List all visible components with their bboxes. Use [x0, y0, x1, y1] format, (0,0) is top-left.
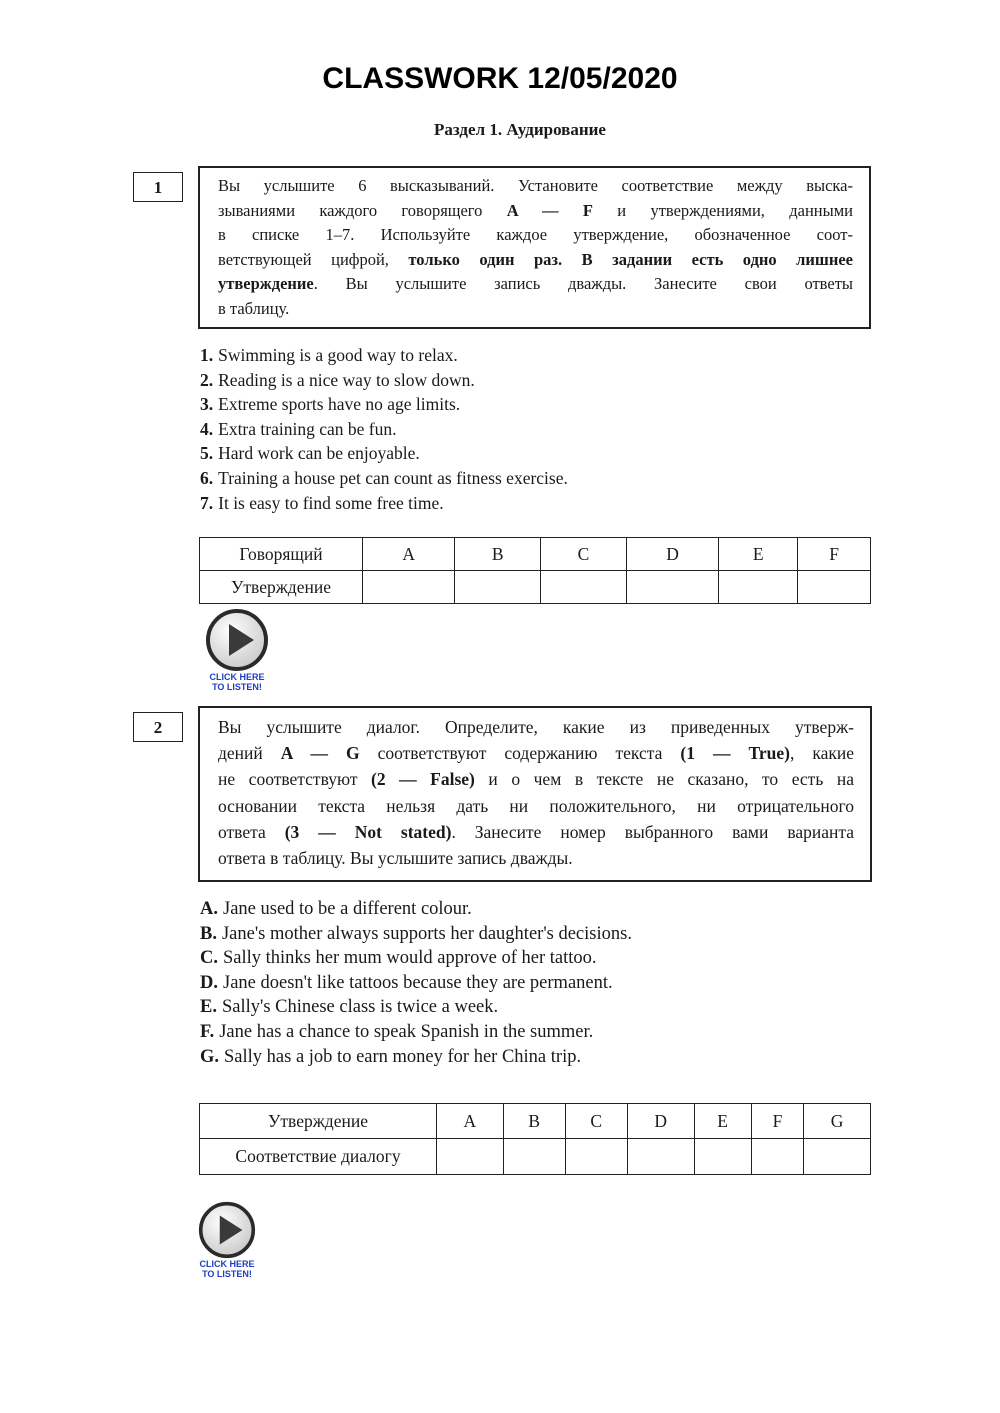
- table-header-row: [200, 1104, 871, 1139]
- text: зываниями каждого говорящего: [218, 200, 507, 220]
- task-number-1: 1: [133, 172, 183, 202]
- answer-cell[interactable]: [437, 1139, 504, 1175]
- item-text: Swimming is a good way to relax.: [218, 345, 458, 365]
- instruction-line: [218, 714, 854, 740]
- instruction-line: [218, 740, 854, 766]
- item-number: A.: [200, 899, 218, 919]
- table-header-row: [200, 538, 871, 571]
- answer-cell[interactable]: [627, 1139, 694, 1175]
- list-item: [200, 946, 632, 971]
- task-1-answer-table: [199, 537, 871, 604]
- item-text: Jane's mother always supports her daughter's decisions.: [221, 923, 632, 944]
- item-number: 2.: [200, 369, 214, 390]
- list-item: [200, 1020, 632, 1045]
- bold-text: A — G: [280, 743, 360, 764]
- text: ответа: [218, 821, 285, 842]
- task-2-instructions: [198, 706, 872, 882]
- text: ответа в таблицу. Вы услышите запись дважды.: [218, 848, 573, 869]
- listen-button-1[interactable]: [197, 608, 277, 692]
- list-item: [200, 417, 568, 442]
- text: и утверждениями, данными: [592, 200, 853, 220]
- page-title: CLASSWORK 12/05/2020: [322, 62, 678, 95]
- task-1-instructions: [198, 166, 871, 329]
- task-1-statements: [200, 343, 568, 515]
- item-number: 3.: [200, 394, 214, 415]
- item-number: 1.: [200, 345, 214, 365]
- text: соответствуют содержанию текста: [359, 743, 681, 764]
- item-text: Extreme sports have no age limits.: [218, 394, 461, 415]
- list-item: [200, 343, 568, 368]
- item-text: Jane used to be a different colour.: [223, 899, 472, 919]
- answer-cell[interactable]: [455, 571, 541, 604]
- text: в таблицу.: [218, 298, 290, 318]
- column-header: A: [363, 538, 455, 571]
- play-icon: [205, 608, 269, 672]
- item-number: 6.: [200, 467, 214, 488]
- row-header: Утверждение: [200, 1104, 437, 1139]
- answer-cell[interactable]: [719, 571, 798, 604]
- column-header: E: [719, 538, 798, 571]
- item-text: Training a house pet can count as fitness exercise.: [218, 467, 568, 488]
- text: в списке 1–7. Используйте каждое утверждение, обозначенное соот-: [218, 225, 853, 245]
- item-text: Jane has a chance to speak Spanish in the summer.: [219, 1021, 594, 1042]
- text: Вы услышите диалог. Определите, какие из приведенных утверж-: [218, 717, 854, 737]
- instruction-line: [218, 793, 854, 819]
- answer-cell[interactable]: [798, 571, 871, 604]
- section-heading: Раздел 1. Аудирование: [434, 120, 606, 139]
- column-header: C: [541, 538, 627, 571]
- column-header: C: [565, 1104, 627, 1139]
- listen-label: CLICK HERE TO LISTEN!: [209, 672, 265, 692]
- item-text: Sally has a job to earn money for her China trip.: [224, 1046, 582, 1067]
- column-header: B: [503, 1104, 565, 1139]
- item-number: 4.: [200, 418, 214, 439]
- item-number: D.: [200, 972, 218, 993]
- bold-text: (3 — Not stated): [284, 821, 452, 842]
- task-number-2: 2: [133, 712, 183, 742]
- column-header: E: [694, 1104, 751, 1139]
- list-item: [200, 995, 632, 1020]
- table-answer-row: [200, 1139, 871, 1175]
- column-header: F: [751, 1104, 804, 1139]
- instruction-line: [218, 272, 853, 297]
- instruction-line: [218, 819, 854, 845]
- column-header: F: [798, 538, 871, 571]
- table-answer-row: [200, 571, 871, 604]
- row-header: Соответствие диалогу: [200, 1139, 437, 1175]
- text: , какие: [789, 743, 854, 764]
- answer-cell[interactable]: [541, 571, 627, 604]
- row-header: Утверждение: [200, 571, 363, 604]
- answer-cell[interactable]: [804, 1139, 871, 1175]
- column-header: B: [455, 538, 541, 571]
- list-item: [200, 491, 568, 516]
- listen-button-2[interactable]: [187, 1201, 267, 1279]
- bold-text: (1 — True): [680, 743, 790, 764]
- item-text: It is easy to find some free time.: [218, 492, 444, 513]
- list-item: [200, 466, 568, 491]
- item-number: G.: [200, 1046, 220, 1067]
- answer-cell[interactable]: [503, 1139, 565, 1175]
- item-text: Reading is a nice way to slow down.: [218, 369, 475, 390]
- text: не соответствуют: [218, 769, 372, 790]
- instruction-line: [218, 223, 853, 248]
- row-header: Говорящий: [200, 538, 363, 571]
- item-number: F.: [200, 1021, 215, 1042]
- instruction-line: [218, 174, 853, 199]
- list-item: [200, 368, 568, 393]
- play-icon: [198, 1201, 256, 1259]
- listen-label: CLICK HERE TO LISTEN!: [199, 1259, 255, 1279]
- instruction-line: [218, 199, 853, 224]
- instruction-line: [218, 248, 853, 273]
- text: основании текста нельзя дать ни положительного, ни отрицательного: [218, 795, 854, 816]
- answer-cell[interactable]: [363, 571, 455, 604]
- list-item: [200, 392, 568, 417]
- text: дений: [218, 743, 281, 764]
- column-header: G: [804, 1104, 871, 1139]
- bold-text: только один раз. В задании есть одно лишнее: [408, 249, 854, 269]
- instruction-line: [218, 766, 854, 792]
- list-item: [200, 971, 632, 996]
- item-number: 7.: [200, 492, 214, 513]
- item-number: C.: [200, 948, 218, 969]
- text: ветствующей цифрой,: [218, 249, 409, 269]
- bold-text: A — F: [506, 200, 593, 220]
- item-text: Jane doesn't like tattoos because they are permanent.: [223, 972, 613, 993]
- item-text: Hard work can be enjoyable.: [218, 443, 420, 464]
- item-text: Sally thinks her mum would approve of her tattoo.: [223, 948, 597, 969]
- text: и о чем в тексте не сказано, то есть на: [474, 769, 854, 790]
- text: . Занесите номер выбранного вами варианта: [451, 821, 854, 842]
- instruction-line: [218, 297, 853, 322]
- answer-cell[interactable]: [751, 1139, 804, 1175]
- instruction-line: [218, 845, 854, 871]
- list-item: [200, 922, 632, 947]
- answer-cell[interactable]: [626, 571, 718, 604]
- item-text: Extra training can be fun.: [218, 418, 397, 439]
- task-2-statements: [200, 897, 632, 1069]
- list-item: [200, 897, 632, 922]
- column-header: D: [627, 1104, 694, 1139]
- item-text: Sally's Chinese class is twice a week.: [221, 997, 499, 1018]
- item-number: B.: [200, 923, 217, 944]
- answer-cell[interactable]: [565, 1139, 627, 1175]
- bold-text: (2 — False): [371, 769, 475, 790]
- answer-cell[interactable]: [694, 1139, 751, 1175]
- bold-text: утверждение: [218, 274, 314, 294]
- task-2-answer-table: [199, 1103, 871, 1175]
- text: Вы услышите 6 высказываний. Установите соответствие между выска-: [218, 176, 853, 195]
- text: . Вы услышите запись дважды. Занесите свои ответы: [313, 274, 853, 294]
- column-header: A: [437, 1104, 504, 1139]
- item-number: E.: [200, 997, 217, 1018]
- column-header: D: [626, 538, 718, 571]
- list-item: [200, 1045, 632, 1070]
- item-number: 5.: [200, 443, 214, 464]
- list-item: [200, 441, 568, 466]
